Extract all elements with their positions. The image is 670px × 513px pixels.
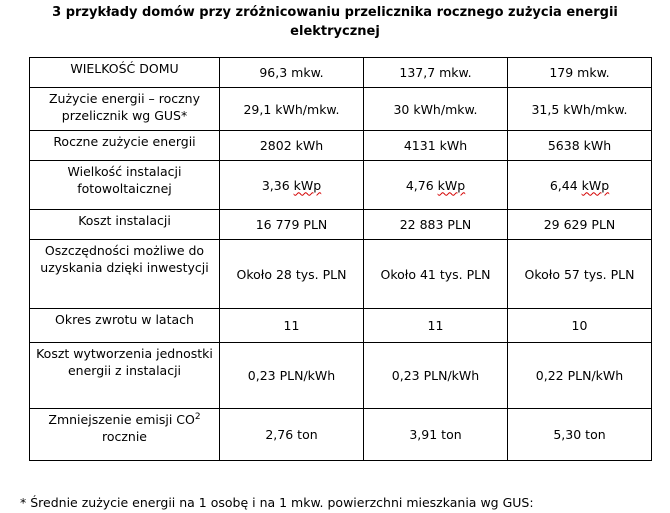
- table-row-unit-cost: [30, 343, 652, 409]
- cell-installation-cost-2: 22 883 PLN: [364, 210, 508, 240]
- cell-savings-1: Około 28 tys. PLN: [220, 240, 364, 309]
- cell-payback-3: 10: [508, 309, 652, 343]
- cell-installation-cost-3: 29 629 PLN: [508, 210, 652, 240]
- table-row-installation-cost: [30, 210, 652, 240]
- cell-unit-cost-1: 0,23 PLN/kWh: [220, 343, 364, 409]
- pv-size-number-3: 6,44: [549, 177, 578, 193]
- pv-size-unit-2: kWp: [437, 177, 466, 193]
- table-row-savings: [30, 240, 652, 309]
- row-label-payback: Okres zwrotu w latach: [30, 309, 220, 343]
- cell-energy-ratio-1: 29,1 kWh/mkw.: [220, 88, 364, 131]
- row-label-annual-consumption: Roczne zużycie energii: [30, 131, 220, 161]
- row-label-energy-ratio: Zużycie energii – roczny przelicznik wg GUS*: [30, 88, 220, 131]
- cell-co2-2: 3,91 ton: [364, 409, 508, 461]
- house-comparison-table: [29, 57, 652, 461]
- table-row-annual-consumption: [30, 131, 652, 161]
- footnote: * Średnie zużycie energii na 1 osobę i na 1 mkw. powierzchni mieszkania wg GUS:: [20, 495, 534, 510]
- row-label-pv-size: Wielkość instalacji fotowoltaicznej: [30, 161, 220, 210]
- pv-size-number-1: 3,36: [261, 177, 290, 193]
- cell-annual-consumption-2: 4131 kWh: [364, 131, 508, 161]
- cell-co2-3: 5,30 ton: [508, 409, 652, 461]
- row-label-installation-cost: Koszt instalacji: [30, 210, 220, 240]
- cell-house-size-3: 179 mkw.: [508, 58, 652, 88]
- cell-annual-consumption-3: 5638 kWh: [508, 131, 652, 161]
- row-label-savings: Oszczędności możliwe do uzyskania dzięki inwestycji: [30, 240, 220, 309]
- table-row-co2: [30, 409, 652, 461]
- co2-label-sup: 2: [194, 411, 201, 422]
- cell-payback-1: 11: [220, 309, 364, 343]
- co2-label-after: rocznie: [101, 429, 148, 444]
- row-label-co2: [30, 409, 220, 461]
- cell-unit-cost-2: 0,23 PLN/kWh: [364, 343, 508, 409]
- cell-pv-size-2: [364, 161, 508, 210]
- cell-savings-3: Około 57 tys. PLN: [508, 240, 652, 309]
- cell-installation-cost-1: 16 779 PLN: [220, 210, 364, 240]
- pv-size-number-2: 4,76: [405, 177, 434, 193]
- cell-energy-ratio-2: 30 kWh/mkw.: [364, 88, 508, 131]
- cell-annual-consumption-1: 2802 kWh: [220, 131, 364, 161]
- row-label-house-size: WIELKOŚĆ DOMU: [30, 58, 220, 88]
- table-row-house-size: [30, 58, 652, 88]
- cell-pv-size-3: [508, 161, 652, 210]
- table-row-pv-size: [30, 161, 652, 210]
- cell-co2-1: 2,76 ton: [220, 409, 364, 461]
- table-title: 3 przykłady domów przy zróżnicowaniu przelicznika rocznego zużycia energii elektrycznej: [52, 5, 618, 39]
- cell-energy-ratio-3: 31,5 kWh/mkw.: [508, 88, 652, 131]
- cell-payback-2: 11: [364, 309, 508, 343]
- row-label-unit-cost: Koszt wytworzenia jednostki energii z instalacji: [30, 343, 220, 409]
- cell-unit-cost-3: 0,22 PLN/kWh: [508, 343, 652, 409]
- cell-house-size-2: 137,7 mkw.: [364, 58, 508, 88]
- pv-size-unit-1: kWp: [293, 177, 322, 193]
- table-row-payback: [30, 309, 652, 343]
- cell-pv-size-1: [220, 161, 364, 210]
- table-row-energy-ratio: [30, 88, 652, 131]
- cell-house-size-1: 96,3 mkw.: [220, 58, 364, 88]
- cell-savings-2: Około 41 tys. PLN: [364, 240, 508, 309]
- pv-size-unit-3: kWp: [581, 177, 610, 193]
- co2-label-text: Zmniejszenie emisji CO: [48, 412, 195, 427]
